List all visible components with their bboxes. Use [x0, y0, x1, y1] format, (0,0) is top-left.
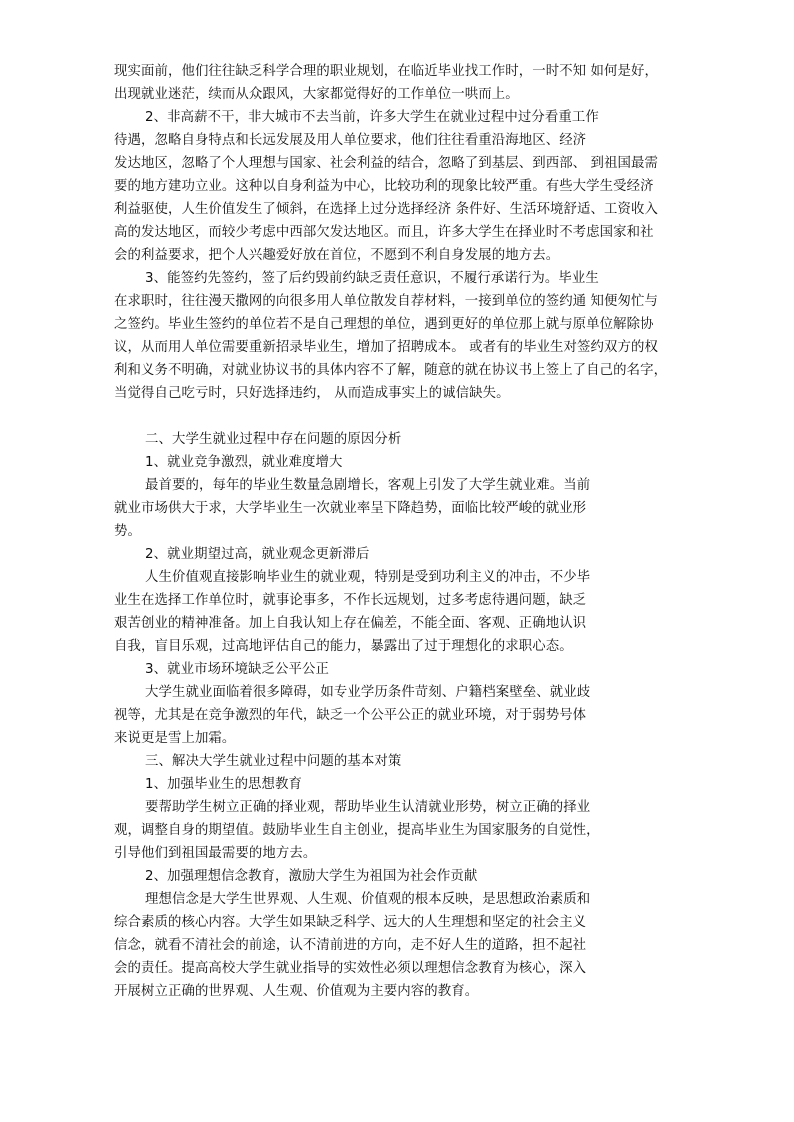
text-line: 势。 — [114, 524, 141, 539]
text-line: 在求职时，往往漫天撒网的向很多用人单位散发自荐材料，一接到单位的签约通 知便匆忙与 — [114, 294, 658, 309]
text-line: 观，调整自身的期望值。鼓励毕业生自主创业，提高毕业生为国家服务的自觉性， — [114, 823, 600, 838]
subsection-title: 1、就业竞争激烈，就业难度增大 — [145, 455, 343, 470]
text-line: 理想信念是大学生世界观、人生观、价值观的根本反映，是思想政治素质和 — [145, 892, 591, 907]
text-line: 要帮助学生树立正确的择业观，帮助毕业生认清就业形势，树立正确的择业 — [145, 800, 591, 815]
text-line: 利益驱使，人生价值发生了倾斜，在选择上过分选择经济 条件好、生活环境舒适、工资收入 — [114, 202, 658, 217]
text-line: 发达地区，忽略了个人理想与国家、社会利益的结合，忽略了到基层、到西部、 到祖国最需 — [114, 156, 658, 171]
text-line: 之签约。毕业生签约的单位若不是自己理想的单位，遇到更好的单位那上就与原单位解除协 — [114, 317, 654, 332]
text-line: 自我，盲目乐观，过高地评估自己的能力，暴露出了过于理想化的求职心态。 — [114, 639, 573, 654]
section-heading: 三、解决大学生就业过程中问题的基本对策 — [145, 754, 402, 769]
text-line: 要的地方建功立业。这种以自身利益为中心，比较功利的现象比较严重。有些大学生受经济 — [114, 179, 654, 194]
subsection-title: 2、就业期望过高，就业观念更新滞后 — [145, 547, 370, 562]
text-line: 视等，尤其是在竞争激烈的年代，缺乏一个公平公正的就业环境，对于弱势号体 — [114, 708, 587, 723]
text-line: 2、非高薪不干，非大城市不去当前，许多大学生在就业过程中过分看重工作 — [145, 110, 599, 125]
text-line: 来说更是雪上加霜。 — [114, 731, 236, 746]
text-line: 最首要的，每年的毕业生数量急剧增长，客观上引发了大学生就业难。当前 — [145, 478, 591, 493]
text-line: 利和义务不明确，对就业协议书的具体内容不了解，随意的就在协议书上签上了自己的名字， — [114, 363, 668, 378]
text-line: 待遇，忽略自身特点和长远发展及用人单位要求，他们往往看重沿海地区、经济 — [114, 133, 587, 148]
text-line: 综合素质的核心内容。大学生如果缺乏科学、远大的人生理想和坚定的社会主义 — [114, 915, 587, 930]
text-line: 现实面前，他们往往缺乏科学合理的职业规划，在临近毕业找工作时，一时不知 如何是好， — [114, 64, 658, 79]
text-line: 人生价值观直接影响毕业生的就业观，特别是受到功利主义的冲击，不少毕 — [145, 570, 591, 585]
section-heading: 二、大学生就业过程中存在问题的原因分析 — [145, 432, 402, 447]
text-line: 引导他们到祖国最需要的地方去。 — [114, 846, 317, 861]
text-line: 会的利益要求，把个人兴趣爱好放在首位，不愿到不利自身发展的地方去。 — [114, 248, 560, 263]
text-line: 出现就业迷茫，续而从众跟风，大家都觉得好的工作单位一哄而上。 — [114, 87, 519, 102]
text-line: 开展树立正确的世界观、人生观、价值观为主要内容的教育。 — [114, 984, 479, 999]
text-line: 业生在选择工作单位时，就事论事多，不作长远规划，过多考虑待遇问题，缺乏 — [114, 593, 587, 608]
text-line: 当觉得自己吃亏时，只好选择违约， 从而造成事实上的诚信缺失。 — [114, 386, 510, 401]
subsection-title: 1、加强毕业生的思想教育 — [145, 777, 303, 792]
text-line: 会的责任。提高高校大学生就业指导的实效性必须以理想信念教育为核心，深入 — [114, 961, 587, 976]
text-line: 议，从而用人单位需要重新招录毕业生，增加了招聘成本。 或者有的毕业生对签约双方的权 — [114, 340, 658, 355]
text-line: 高的发达地区，而较少考虑中西部欠发达地区。而且，许多大学生在择业时不考虑国家和社 — [114, 225, 654, 240]
text-line: 就业市场供大于求，大学毕业生一次就业率呈下降趋势，面临比较严峻的就业形 — [114, 501, 587, 516]
text-line: 3、能签约先签约，签了后约毁前约缺乏责任意识，不履行承诺行为。毕业生 — [145, 271, 599, 286]
text-line: 大学生就业面临着很多障碍，如专业学历条件苛刻、户籍档案壁垒、就业歧 — [145, 685, 591, 700]
subsection-title: 2、加强理想信念教育，激励大学生为祖国为社会作贡献 — [145, 869, 478, 884]
text-line: 信念，就看不清社会的前途，认不清前进的方向，走不好人生的道路，担不起社 — [114, 938, 587, 953]
subsection-title: 3、就业市场环境缺乏公平公正 — [145, 662, 329, 677]
text-line: 艰苦创业的精神准备。加上自我认知上存在偏差，不能全面、客观、正确地认识 — [114, 616, 587, 631]
